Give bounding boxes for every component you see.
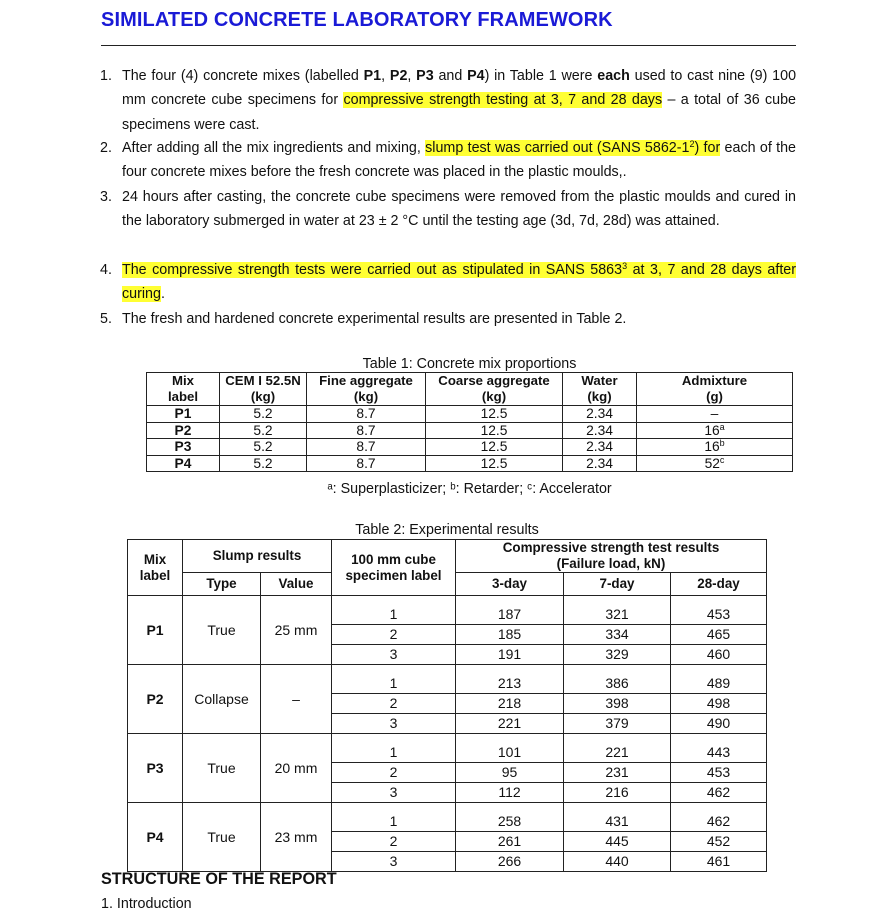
table2-cell-d28: 465 [671,625,767,645]
table2-spacer-cell [671,734,767,744]
table2-cell-d3: 261 [456,832,564,852]
table1-header-coarse: Coarse aggregate (kg) [426,373,563,406]
table2-slump-type: True [183,734,261,803]
table2-header-28day: 28-day [671,573,767,596]
table2-header-mix: Mix label [128,540,183,596]
table2-spacer-cell [456,803,564,813]
table2-cell-d28: 489 [671,674,767,694]
table2-spacer-cell [332,665,456,675]
table2-header-3day: 3-day [456,573,564,596]
title-rule [101,45,796,46]
table2-slump-value: – [261,665,332,734]
table2-cell-cube: 1 [332,674,456,694]
table1-header-row [147,373,793,406]
table2-header-compressive: Compressive strength test results (Failure load, kN) [456,540,767,573]
table1-cell-fine: 8.7 [307,455,426,472]
table2-caption: Table 2: Experimental results [355,522,539,538]
table2-spacer-cell [332,803,456,813]
table2-cell-d3: 213 [456,674,564,694]
table1-cell-water: 2.34 [563,439,637,456]
table2-slump-type: True [183,803,261,872]
table2-spacer-cell [564,734,671,744]
table2-mix-label: P2 [128,665,183,734]
table1-row [147,455,793,472]
table1-cell-water: 2.34 [563,455,637,472]
table1-cell-cem: 5.2 [220,422,307,439]
table1-cell-label: P2 [147,422,220,439]
table1-cell-water: 2.34 [563,422,637,439]
table1-footnote: ᵃ: Superplasticizer; ᵇ: Retarder; ᶜ: Accelerator [327,481,612,497]
procedure-item-1: 1. The four (4) concrete mixes (labelled P1, P2, P3 and P4) in Table 1 were each used to cast nine (9) 100 mm concrete cube specimens for compressive strength testing at 3, 7 and 28 days – a total of 36 cube specimens were cast. [100,68,797,133]
table2-mix-label: P3 [128,734,183,803]
table1-cell-cem: 5.2 [220,455,307,472]
table2-cell-d28: 462 [671,812,767,832]
table1-cell-water: 2.34 [563,406,637,423]
table2-spacer-cell [671,596,767,606]
table2-spacer-cell [332,596,456,606]
table1-row [147,439,793,456]
table2-cell-d3: 191 [456,645,564,665]
table1-header-fine: Fine aggregate (kg) [307,373,426,406]
table2-spacer-cell [456,734,564,744]
table2-group-spacer [128,665,767,675]
table2-spacer-cell [456,596,564,606]
table1-cell-label: P3 [147,439,220,456]
table1-row [147,422,793,439]
table2-cell-cube: 3 [332,645,456,665]
table2-cell-d7: 334 [564,625,671,645]
table2-cell-d7: 398 [564,694,671,714]
table2-cell-cube: 1 [332,743,456,763]
table2-cell-d3: 258 [456,812,564,832]
table2-cell-cube: 2 [332,832,456,852]
table2-cell-d7: 440 [564,852,671,872]
procedure-item-4: 4. The compressive strength tests were carried out as stipulated in SANS 5863$^3$ at 3, 7 and 28 days after curing. [100,261,796,303]
table1-row [147,406,793,423]
table2-cell-d7: 431 [564,812,671,832]
table2-cell-d3: 101 [456,743,564,763]
mix-proportions-table [146,372,793,472]
table2-cell-cube: 2 [332,694,456,714]
table2-group-spacer [128,596,767,606]
structure-item-1: 1. Introduction [101,896,192,912]
table1-cell-coarse: 12.5 [426,439,563,456]
table1-cell-coarse: 12.5 [426,422,563,439]
table2-cell-cube: 3 [332,714,456,734]
table2-cell-d28: 460 [671,645,767,665]
table2-cell-d7: 231 [564,763,671,783]
table1-cell-adm: 16$^a$ [637,422,793,439]
table2-header-cube: 100 mm cube specimen label [332,540,456,596]
table2-cell-d7: 221 [564,743,671,763]
table2-cell-d28: 490 [671,714,767,734]
document-title: SIMILATED CONCRETE LABORATORY FRAMEWORK [101,9,613,31]
table2-spacer-cell [564,596,671,606]
procedure-item-2: 2. After adding all the mix ingredients and mixing, slump test was carried out (SANS $5862-1^2$) for each of the four concrete mixes before the fresh concrete was placed in the plastic moulds,. [100,139,796,181]
procedure-list [100,64,796,331]
structure-heading: STRUCTURE OF THE REPORT [101,870,337,888]
table2-body [128,596,767,872]
procedure-item-3: 3. 24 hours after casting, the concrete cube specimens were removed from the plastic moulds and cured in the laboratory submerged in water at 23 ± 2 °C until the testing age (3d, 7d, 28d) was attained. [100,189,796,230]
table2-cell-d3: 95 [456,763,564,783]
table2-spacer-cell [671,803,767,813]
table2-header-slump: Slump results [183,540,332,573]
table2-cell-cube: 1 [332,812,456,832]
table2-cell-cube: 3 [332,783,456,803]
table1-header-mix: Mix label [147,373,220,406]
table2-cell-d3: 187 [456,605,564,625]
table2-slump-type: Collapse [183,665,261,734]
table1-header-admixture: Admixture (g) [637,373,793,406]
table2-cell-cube: 2 [332,763,456,783]
table2-cell-d28: 443 [671,743,767,763]
table2-cell-d3: 218 [456,694,564,714]
experimental-results-table [127,539,767,872]
table2-header-value: Value [261,573,332,596]
procedure-item-5: 5. The fresh and hardened concrete experimental results are presented in Table 2. [100,311,627,327]
table2-spacer-cell [671,665,767,675]
table2-cell-d28: 453 [671,763,767,783]
table2-cell-cube: 3 [332,852,456,872]
table2-spacer-cell [456,665,564,675]
table1-cell-label: P1 [147,406,220,423]
table1-header-cem: CEM I 52.5N (kg) [220,373,307,406]
table2-cell-cube: 2 [332,625,456,645]
table2-cell-d7: 386 [564,674,671,694]
table1-caption: Table 1: Concrete mix proportions [362,356,577,372]
table2-cell-d28: 461 [671,852,767,872]
table1-cell-adm: – [637,406,793,423]
table2-slump-value: 25 mm [261,596,332,665]
table2-mix-label: P4 [128,803,183,872]
table1-cell-adm: 16$^b$ [637,439,793,456]
table1-cell-fine: 8.7 [307,439,426,456]
table1-header-water: Water (kg) [563,373,637,406]
table2-cell-d28: 462 [671,783,767,803]
table2-mix-label: P1 [128,596,183,665]
table1-cell-adm: 52$^c$ [637,455,793,472]
table2-group-spacer [128,803,767,813]
table2-cell-d7: 445 [564,832,671,852]
table2-cell-d3: 266 [456,852,564,872]
table2-group-spacer [128,734,767,744]
table2-cell-d7: 321 [564,605,671,625]
table1-body [147,406,793,472]
table2-header-row-1 [128,540,767,573]
table2-slump-type: True [183,596,261,665]
table2-header-7day: 7-day [564,573,671,596]
table2-cell-d28: 453 [671,605,767,625]
table2-cell-d7: 329 [564,645,671,665]
table1-cell-cem: 5.2 [220,406,307,423]
table2-cell-d28: 452 [671,832,767,852]
table1-cell-fine: 8.7 [307,422,426,439]
table1-cell-coarse: 12.5 [426,406,563,423]
table2-slump-value: 20 mm [261,734,332,803]
table2-cell-cube: 1 [332,605,456,625]
table2-cell-d28: 498 [671,694,767,714]
table2-spacer-cell [564,665,671,675]
table2-header-type: Type [183,573,261,596]
table1-cell-coarse: 12.5 [426,455,563,472]
table1-cell-fine: 8.7 [307,406,426,423]
table2-cell-d3: 221 [456,714,564,734]
table1-cell-label: P4 [147,455,220,472]
table2-cell-d7: 379 [564,714,671,734]
table2-cell-d3: 185 [456,625,564,645]
table1-cell-cem: 5.2 [220,439,307,456]
table2-spacer-cell [332,734,456,744]
table2-cell-d7: 216 [564,783,671,803]
table2-spacer-cell [564,803,671,813]
table2-slump-value: 23 mm [261,803,332,872]
table2-cell-d3: 112 [456,783,564,803]
